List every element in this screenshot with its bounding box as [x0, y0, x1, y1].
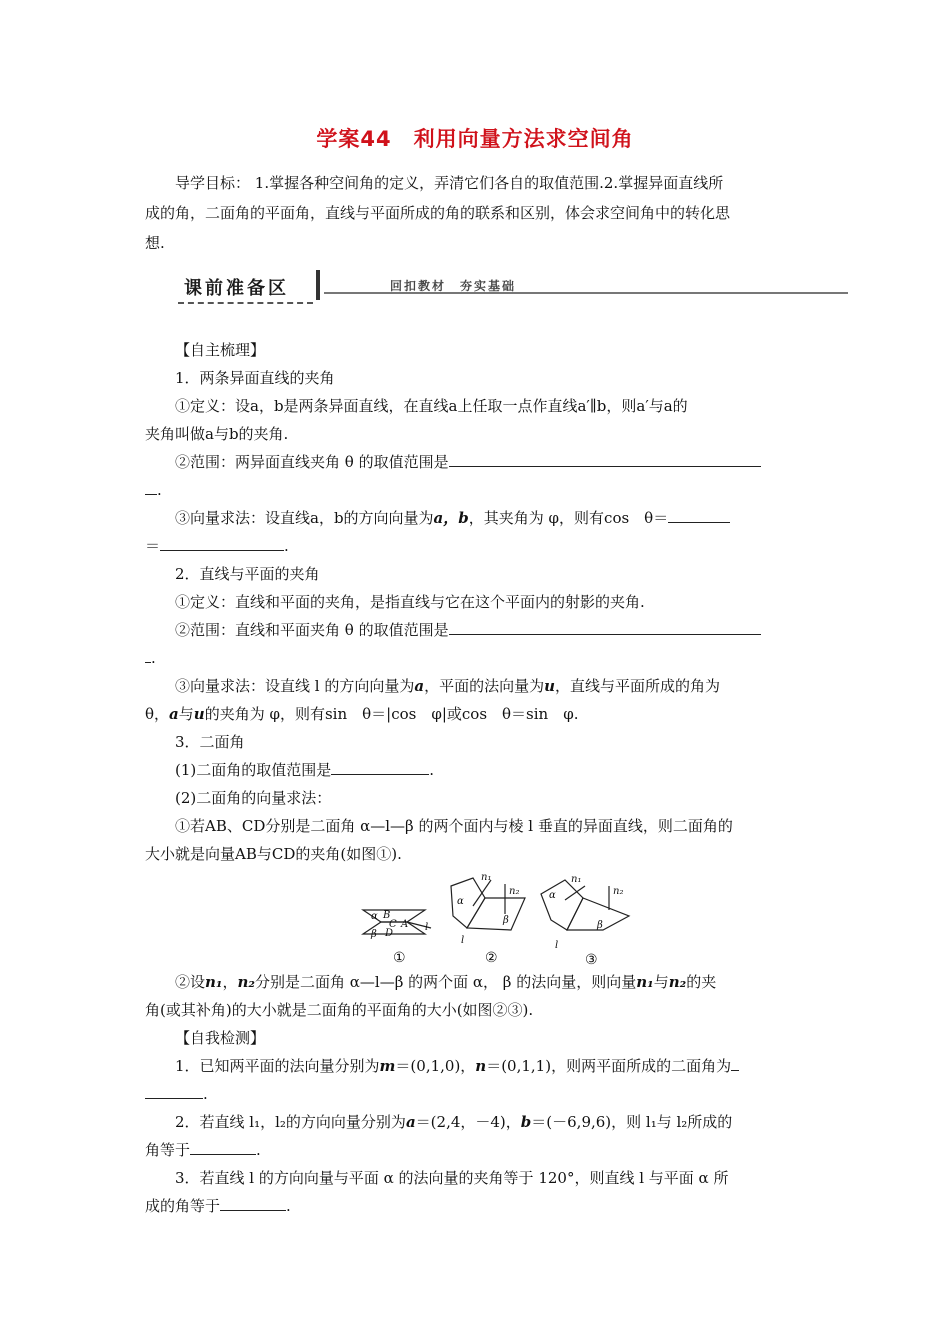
check-q2-line-1: [145, 1112, 840, 1132]
q2-b-text: ＝(2,4，－4)，: [415, 1113, 521, 1131]
q2-b: b: [520, 1113, 532, 1131]
s3-p2-a: ②设: [175, 973, 206, 991]
q2-a: a: [405, 1113, 416, 1131]
q2-a-text: 2．若直线 l₁，l₂的方向向量分别为: [175, 1113, 406, 1131]
fig1-alpha: α: [371, 911, 378, 922]
s1-vec-end: .: [284, 537, 289, 555]
s2-heading: 2．直线与平面的夹角: [175, 565, 320, 583]
s2-def: ①定义：直线和平面的夹角，是指直线与它在这个平面内的射影的夹角.: [175, 593, 645, 611]
q1-blank-cont: [145, 1084, 203, 1099]
s2-vec-a-text: ③向量求法：设直线 l 的方向向量为: [175, 677, 415, 695]
q1-m: m: [379, 1057, 396, 1075]
s1-def-line-2: 夹角叫做a与b的夹角.: [145, 425, 289, 443]
check-q1-line-2: [145, 1084, 810, 1104]
s1-vec-eq: ＝: [145, 537, 161, 555]
s1-vec-line-2: [145, 536, 810, 556]
s1-range-blank-cont: [145, 480, 157, 495]
q1-c: ＝(0,1,1)，则两平面所成的二面角为: [486, 1057, 732, 1075]
q2-c-text: ＝(－6,9,6)，则 l₁与 l₂所成的: [531, 1113, 733, 1131]
q3-line2: 成的角等于: [145, 1197, 221, 1215]
s1-range-line-2: [145, 480, 810, 500]
check-q3-line-1: 3．若直线 l 的方向向量与平面 α 的法向量的夹角等于 120°，则直线 l 与平面 α 所: [175, 1169, 729, 1187]
s2-vec-line-1: [145, 676, 840, 696]
s2-vec-a-2: a: [169, 705, 179, 723]
s2-range-text: ②范围：直线和平面夹角 θ 的取值范围是: [175, 621, 449, 639]
fig2-n2: n₂: [509, 886, 520, 897]
check-q2-line-2: [145, 1140, 810, 1160]
fig3-beta: β: [597, 920, 603, 931]
s1-vec-post: ，其夹角为 φ，则有cos θ＝: [468, 509, 669, 527]
q2-end: .: [256, 1141, 261, 1159]
q2-blank: [190, 1140, 256, 1155]
s1-range-end: .: [157, 481, 162, 499]
s1-vec-blank-2: [160, 536, 284, 551]
q3-end: .: [286, 1197, 291, 1215]
fig2-n1: n₁: [481, 872, 492, 883]
s1-vec-ab: a，b: [433, 509, 469, 527]
q1-b: ＝(0,1,0)，: [395, 1057, 476, 1075]
fig1-caption: ①: [393, 950, 406, 966]
learning-goals: [145, 168, 805, 258]
fig1-label-c: C: [389, 919, 397, 930]
s3-p2-c: 分别是二面角 α—l—β 的两个面 α， β 的法向量，则向量: [255, 973, 637, 991]
fig1-label-l: l: [425, 922, 429, 933]
s3-p2-line-2: 角(或其补角)的大小就是二面角的平面角的大小(如图②③).: [145, 1001, 534, 1019]
s3-range-text: (1)二面角的取值范围是: [175, 761, 332, 779]
fig3-alpha: α: [549, 890, 556, 901]
fig3-caption: ③: [585, 952, 598, 968]
band-divider: [316, 270, 320, 300]
s3-p2-d: 与: [653, 973, 669, 991]
s1-vec-line: [145, 508, 840, 528]
goal-label: 导学目标：: [175, 174, 251, 192]
section-band: [178, 268, 848, 310]
s3-vec-heading: (2)二面角的向量求法：: [175, 789, 332, 807]
s1-vec-pre: ③向量求法：设直线a，b的方向向量为: [175, 509, 434, 527]
fig2-label-l: l: [461, 935, 465, 946]
s2-vec-c-text: ，直线与平面所成的角为: [555, 677, 721, 695]
s3-p2-n1: n₁: [205, 973, 223, 991]
goal-line-2: 成的角，二面角的平面角，直线与平面所成的角的联系和区别，体会求空间角中的转化思: [145, 204, 731, 222]
fig1-label-a: A: [401, 919, 409, 930]
page-title: 学案44 利用向量方法求空间角: [316, 127, 634, 151]
s2-vec-b-text: ，平面的法向量为: [424, 677, 545, 695]
s3-range-end: .: [429, 761, 435, 779]
fig2-alpha: α: [457, 896, 464, 907]
goal-line-3: 想.: [145, 234, 165, 252]
s3-p1-line-2: 大小就是向量AB与CD的夹角(如图①).: [145, 845, 402, 863]
q1-n: n: [475, 1057, 487, 1075]
s1-heading: 1．两条异面直线的夹角: [175, 369, 335, 387]
fig1-label-d: D: [385, 928, 394, 939]
s2-vec-line-2: [145, 704, 810, 724]
fig2-beta: β: [503, 915, 509, 926]
check-header: 【自我检测】: [175, 1029, 266, 1047]
check-q3-line-2: [145, 1196, 810, 1216]
s3-range-blank: [331, 760, 429, 775]
s3-p2-e: 的夹: [686, 973, 717, 991]
s1-range-blank: [449, 452, 761, 467]
section-band-subtitle: 回扣教材 夯实基础: [390, 279, 517, 293]
s2-range-line: [145, 620, 840, 640]
s3-heading: 3．二面角: [175, 733, 245, 751]
s2-vec-a: a: [414, 677, 425, 695]
s2-vec-line2-b: 与: [178, 705, 194, 723]
fig1-label-b: B: [383, 910, 391, 921]
q1-end: .: [203, 1085, 208, 1103]
dihedral-angle-figures: [355, 868, 645, 968]
s3-range-line: [145, 760, 840, 780]
s2-range-blank: [449, 620, 761, 635]
s3-p1-line-1: ①若AB、CD分别是二面角 α—l—β 的两个面内与棱 l 垂直的异面直线，则二面角的: [175, 817, 733, 835]
s2-range-line-2: [145, 648, 810, 668]
goal-line-1: 1.掌握各种空间角的定义，弄清它们各自的取值范围.2.掌握异面直线所: [254, 174, 724, 192]
review-header: 【自主梳理】: [175, 341, 266, 359]
fig3-n2: n₂: [613, 886, 624, 897]
fig1-beta: β: [371, 929, 377, 940]
fig3-label-l: l: [555, 940, 559, 951]
section-band-title: 课前准备区: [184, 278, 289, 299]
band-dash-underline: [178, 302, 313, 304]
s2-vec-u-2: u: [193, 705, 205, 723]
s3-p2-n2-b: n₂: [668, 973, 687, 991]
s1-def-line-1: ①定义：设a，b是两条异面直线，在直线a上任取一点作直线a′∥b，则a′与a的: [175, 397, 688, 415]
s3-p2-b: ，: [222, 973, 238, 991]
q1-a: 1．已知两平面的法向量分别为: [175, 1057, 380, 1075]
s2-vec-line2-c: 的夹角为 φ，则有sin θ＝|cos φ|或cos θ＝sin φ.: [204, 705, 579, 723]
q3-blank: [220, 1196, 286, 1211]
s2-vec-u: u: [544, 677, 555, 695]
fig3-n1: n₁: [571, 874, 582, 885]
s3-p2-n1-b: n₁: [636, 973, 654, 991]
q1-blank: [731, 1056, 739, 1071]
s1-range-line: [145, 452, 840, 472]
s3-p2-line-1: [145, 972, 840, 992]
s2-vec-line2-a: θ，: [145, 705, 170, 723]
s1-range-text: ②范围：两异面直线夹角 θ 的取值范围是: [175, 453, 449, 471]
s1-vec-blank-1: [668, 508, 730, 523]
s2-range-end: .: [151, 649, 156, 667]
q2-line2: 角等于: [145, 1141, 191, 1159]
s3-p2-n2: n₂: [237, 973, 255, 991]
fig2-caption: ②: [485, 950, 498, 966]
check-q1-line-1: [145, 1056, 840, 1076]
